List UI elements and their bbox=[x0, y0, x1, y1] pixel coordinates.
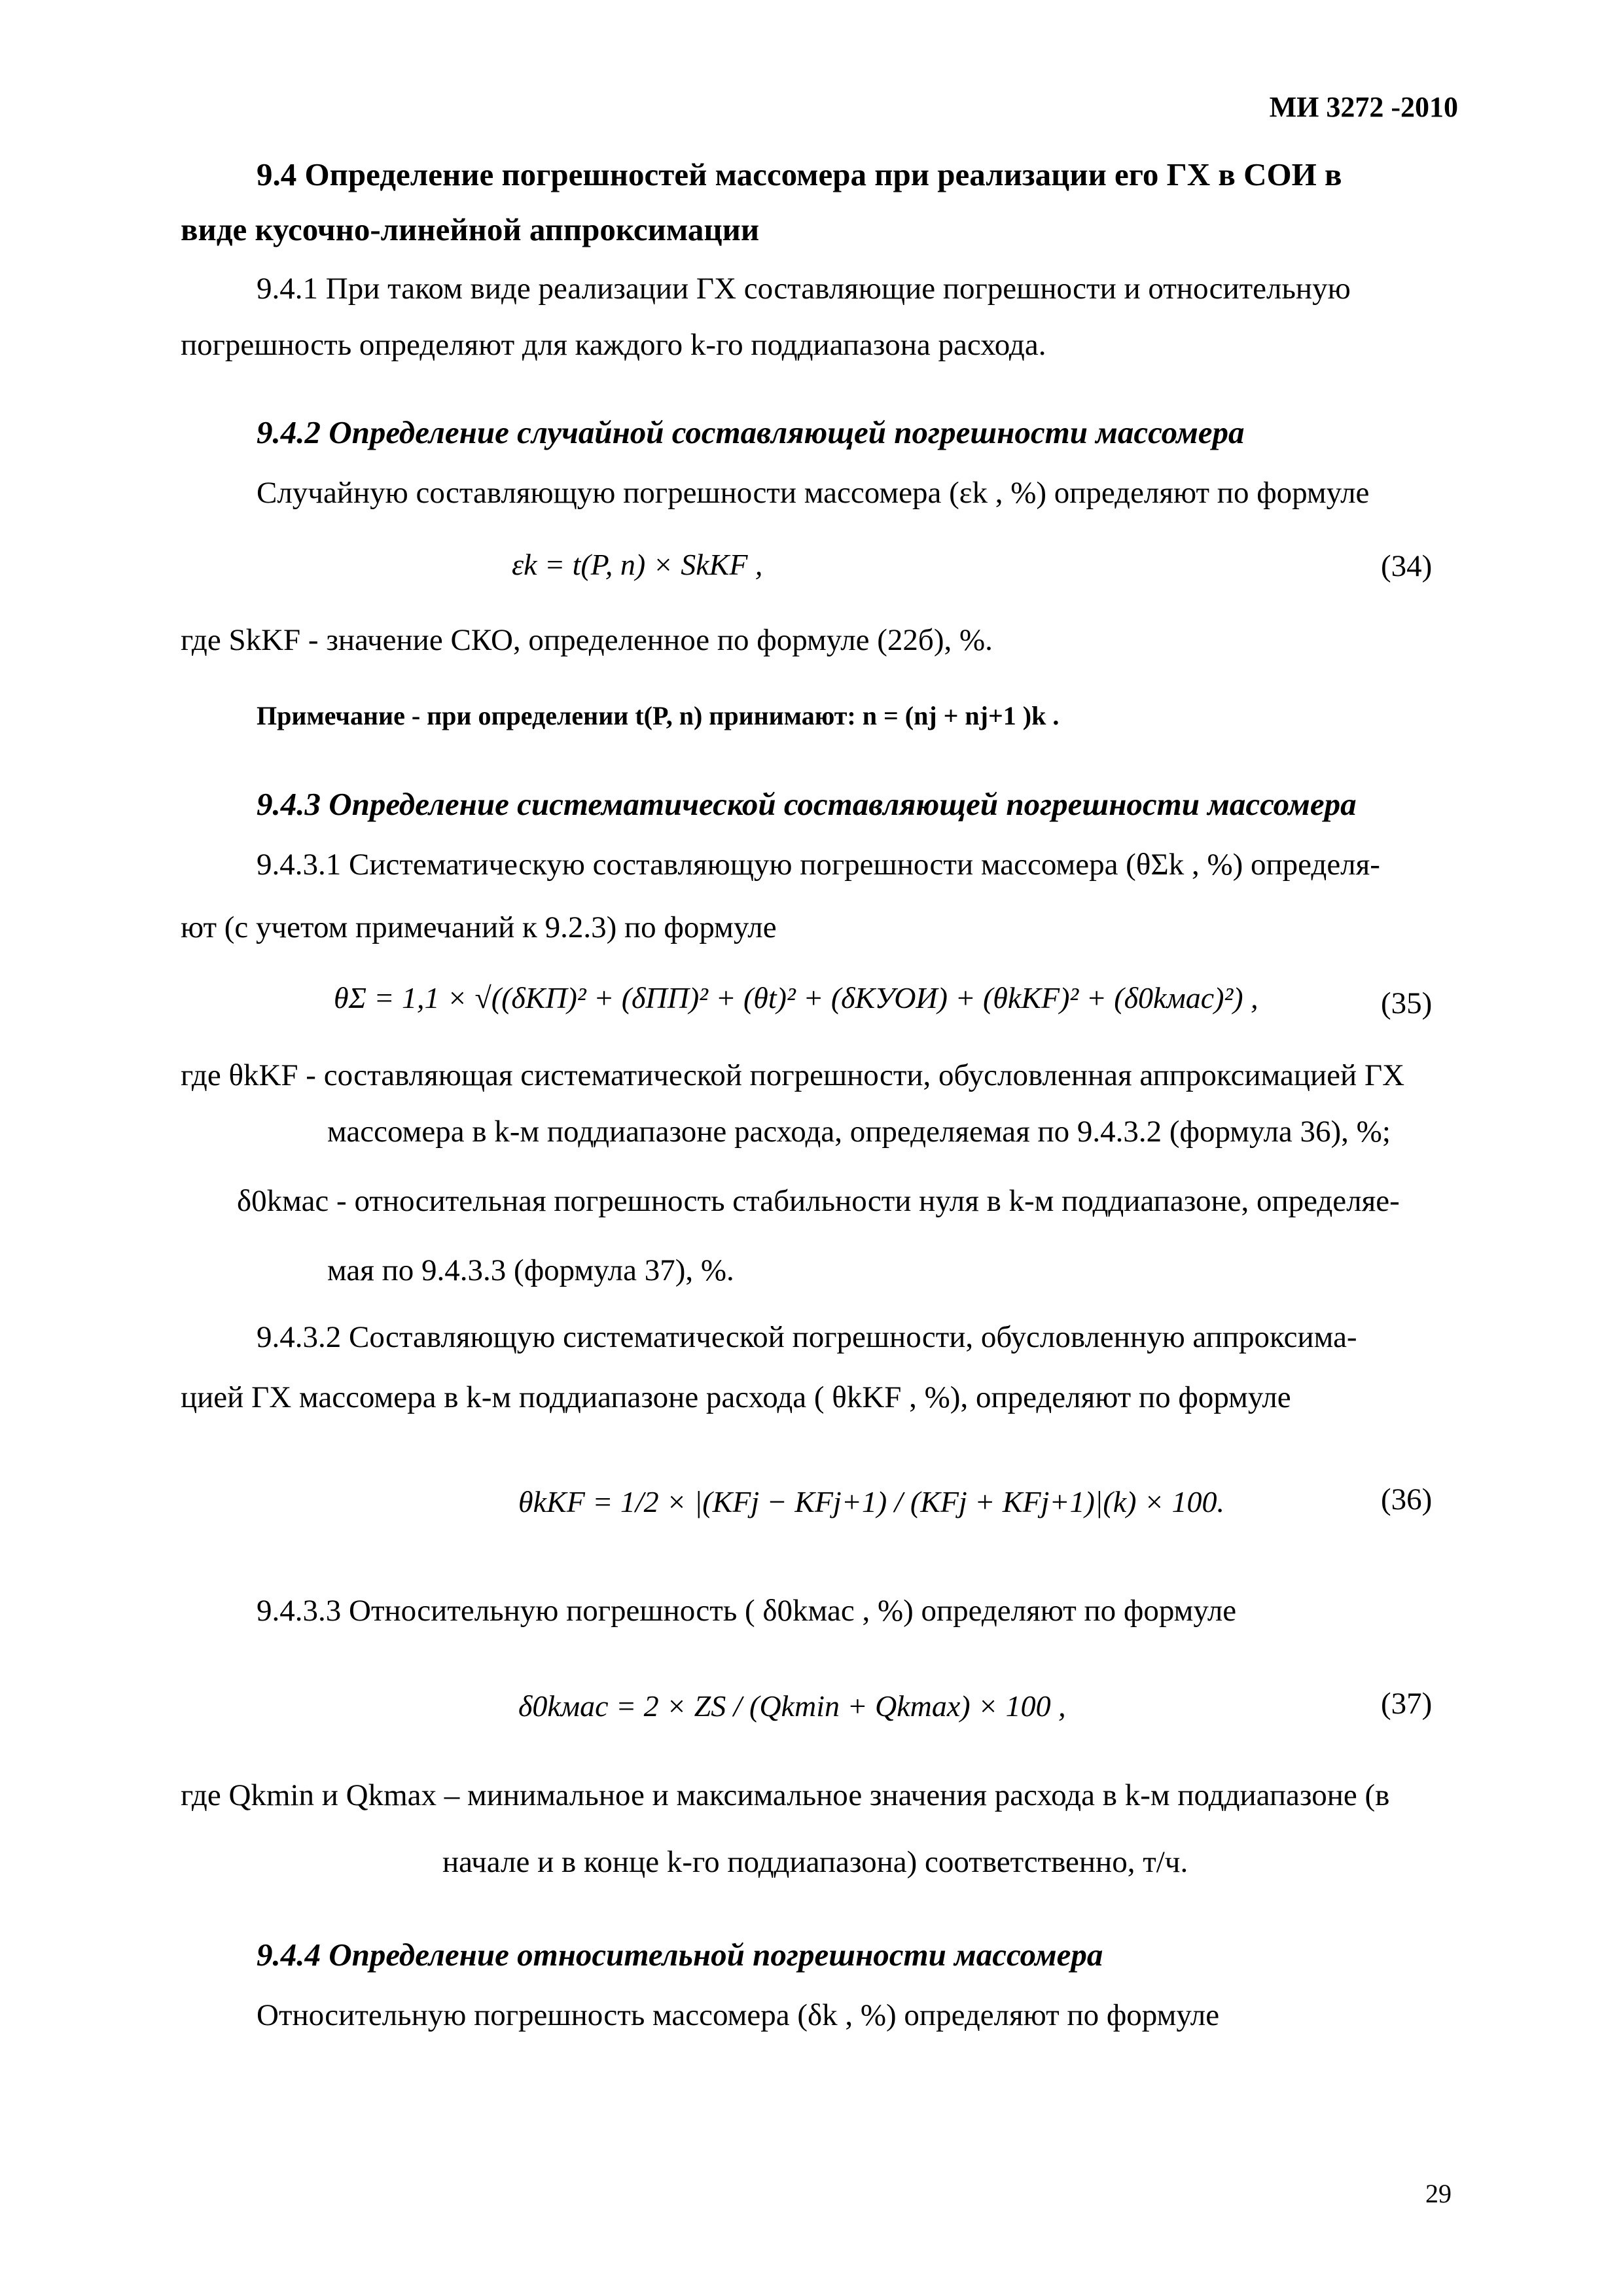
where-theta-kf-line2: массомера в k-м поддиапазоне расхода, определяемая по 9.4.3.2 (формула 36), %; bbox=[327, 1115, 1391, 1149]
formula-36: θkKF = 1/2 × |(KFj − KFj+1) / (KFj + KFj+1)|(k) × 100. bbox=[518, 1485, 1225, 1518]
formula-37-number: (37) bbox=[1381, 1687, 1433, 1721]
formula-37: δ0kмас = 2 × ZS / (Qkmin + Qkmax) × 100 , bbox=[518, 1689, 1066, 1723]
paragraph-9-4-4-intro: Относительную погрешность массомера (δk , %) определяют по формуле bbox=[257, 1998, 1220, 2032]
paragraph-9-4-3-1-line2: ют (с учетом примечаний к 9.2.3) по формуле bbox=[181, 910, 777, 944]
subsection-title-9-4-3: 9.4.3 Определение систематической составляющей погрешности массомера bbox=[257, 786, 1357, 822]
paragraph-9-4-2-intro: Случайную составляющую погрешности массомера (εk , %) определяют по формуле bbox=[257, 476, 1370, 510]
formula-35-number: (35) bbox=[1381, 986, 1433, 1020]
section-title-line2: виде кусочно-линейной аппроксимации bbox=[181, 211, 760, 247]
where-theta-kf-line1: где θkKF - составляющая систематической погрешности, обусловленная аппроксимацией ГХ bbox=[181, 1058, 1405, 1092]
formula-34 bbox=[512, 547, 762, 582]
formula-34-number: (34) bbox=[1381, 549, 1433, 583]
paragraph-9-4-1-line1: 9.4.1 При таком виде реализации ГХ составляющие погрешности и относительную bbox=[257, 272, 1351, 306]
section-title-line1: 9.4 Определение погрешностей массомера при реализации его ГХ в СОИ в bbox=[257, 156, 1342, 192]
note-9-4-2: Примечание - при определении t(P, n) принимают: n = (nj + nj+1 )k . bbox=[257, 701, 1060, 730]
paragraph-9-4-1-line2: погрешность определяют для каждого k-го поддиапазона расхода. bbox=[181, 328, 1046, 362]
where-q-line2: начале и в конце k-го поддиапазона) соответственно, т/ч. bbox=[442, 1845, 1188, 1879]
formula-36-number: (36) bbox=[1381, 1482, 1433, 1516]
where-delta-mac-line1: δ0kмас - относительная погрешность стабильности нуля в k-м поддиапазоне, определяе- bbox=[237, 1184, 1400, 1218]
formula-35: θΣ = 1,1 × √((δКП)² + (δПП)² + (θt)² + (δКУОИ) + (θkKF)² + (δ0kмас)²) , bbox=[334, 981, 1258, 1014]
formula-34-lhs: εk bbox=[512, 548, 537, 581]
subsection-title-9-4-4: 9.4.4 Определение относительной погрешности массомера bbox=[257, 1937, 1103, 1973]
formula-34-rhs: = t(P, n) × SkKF , bbox=[544, 548, 763, 581]
subsection-title-9-4-2: 9.4.2 Определение случайной составляющей погрешности массомера bbox=[257, 414, 1245, 450]
paragraph-9-4-2-where: где SkKF - значение СКО, определенное по формуле (22б), %. bbox=[181, 623, 993, 657]
paragraph-9-4-3-3: 9.4.3.3 Относительную погрешность ( δ0kмас , %) определяют по формуле bbox=[257, 1594, 1237, 1628]
page-number: 29 bbox=[1425, 2179, 1452, 2208]
paragraph-9-4-3-1-line1: 9.4.3.1 Систематическую составляющую погрешности массомера (θΣk , %) определя- bbox=[257, 848, 1380, 882]
where-q-line1: где Qkmin и Qkmax – минимальное и максимальное значения расхода в k-м поддиапазоне (в bbox=[181, 1778, 1390, 1812]
paragraph-9-4-3-2-line2: цией ГХ массомера в k-м поддиапазоне расхода ( θkKF , %), определяют по формуле bbox=[181, 1380, 1291, 1414]
paragraph-9-4-3-2-line1: 9.4.3.2 Составляющую систематической погрешности, обусловленную аппроксима- bbox=[257, 1320, 1357, 1354]
where-delta-mac-line2: мая по 9.4.3.3 (формула 37), %. bbox=[327, 1253, 734, 1287]
document-id: МИ 3272 -2010 bbox=[1269, 91, 1458, 123]
